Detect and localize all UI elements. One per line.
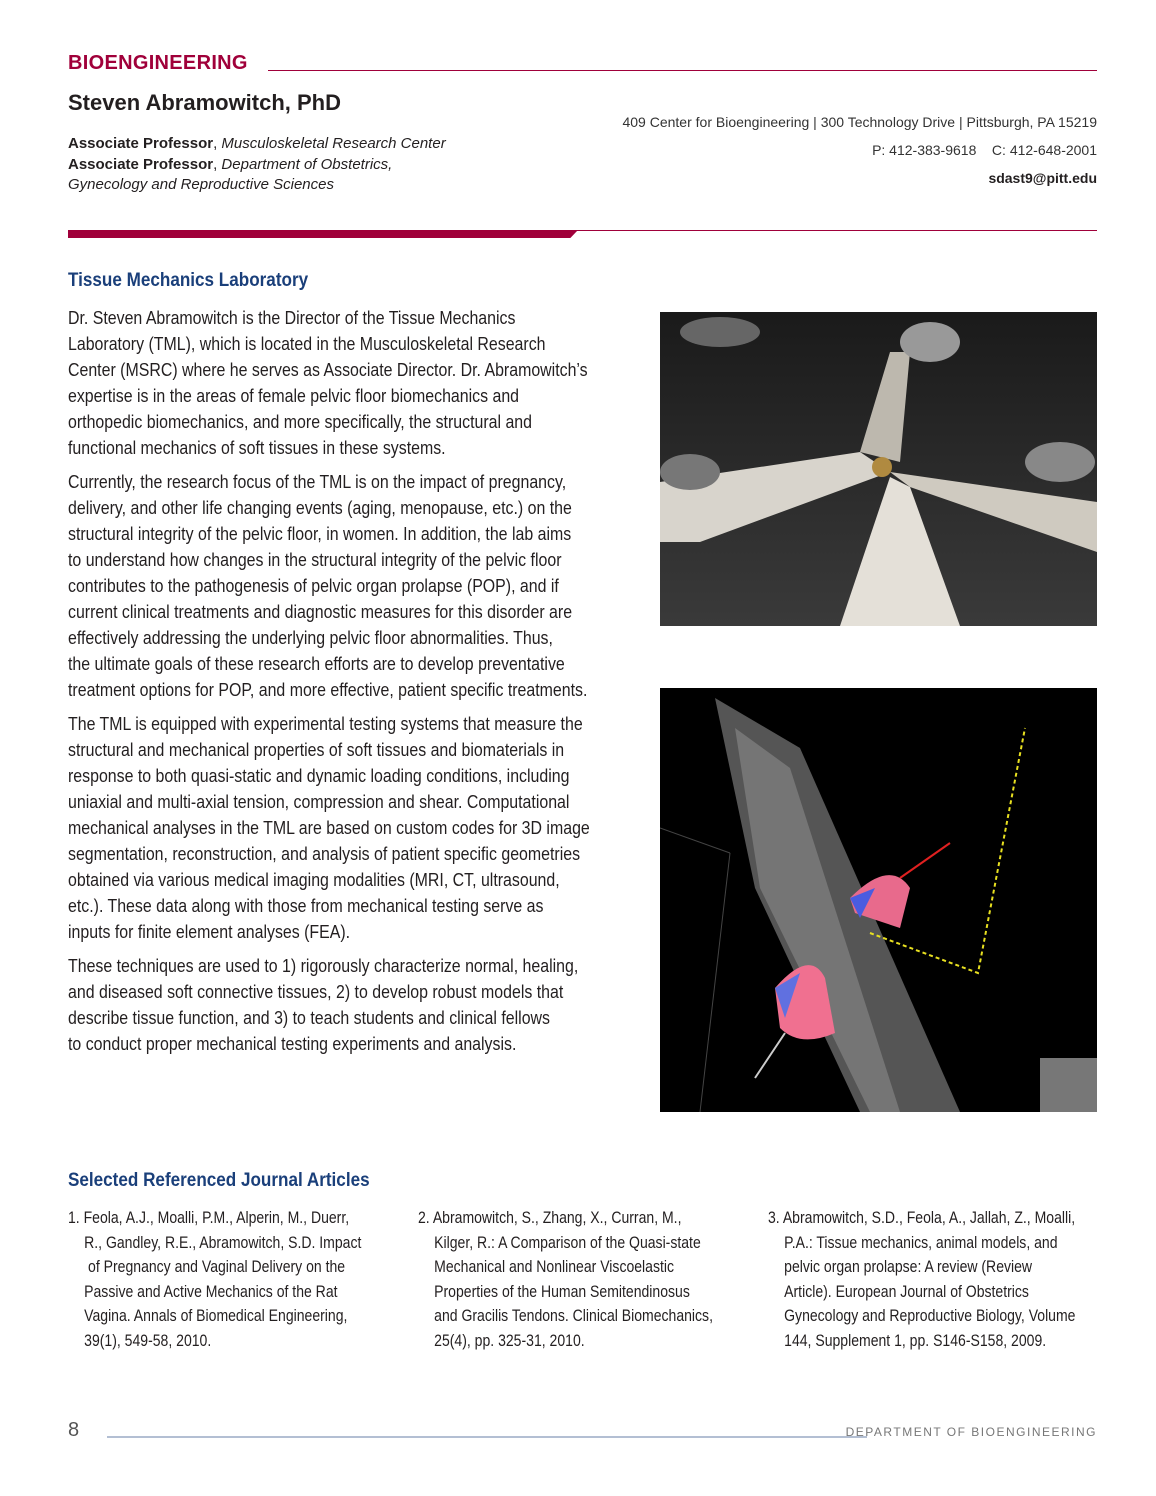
title-role: Associate Professor [68, 155, 214, 173]
lab-paragraph [68, 469, 628, 703]
testing-rig-image [660, 312, 1097, 626]
reference-line: Properties of the Human Semitendinosus [434, 1282, 690, 1301]
faculty-titles: Associate Professor, Musculoskeletal Research Center Associate Professor, Department of Obstetrics, Gynecology and Reproductive Sciences [68, 135, 446, 193]
reference-line: 144, Supplement 1, pp. S146-S158, 2009. [784, 1331, 1047, 1350]
contact-info [622, 108, 1097, 192]
text-line: These techniques are used to 1) rigorously characterize normal, healing, [68, 955, 579, 976]
reference-line: 39(1), 549-58, 2010. [84, 1331, 212, 1350]
email-link[interactable]: sdast9@pitt.edu [988, 170, 1097, 186]
title-affiliation: Department of Obstetrics, [221, 155, 393, 173]
address: 409 Center for Bioengineering | 300 Technology Drive | Pittsburgh, PA 15219 [622, 114, 1097, 130]
text-line: current clinical treatments and diagnostic measures for this disorder are [68, 601, 573, 622]
text-line: functional mechanics of soft tissues in these systems. [68, 437, 446, 458]
text-line: structural and mechanical properties of soft tissues and biomaterials in [68, 739, 565, 760]
mri-3d-reconstruction [660, 688, 1097, 1112]
text-line: to understand how changes in the structural integrity of the pelvic floor [68, 549, 562, 570]
text-line: the ultimate goals of these research efforts are to develop preventative [68, 653, 565, 674]
reference-line: Article). European Journal of Obstetrics [784, 1282, 1029, 1301]
text-line: The TML is equipped with experimental testing systems that measure the [68, 713, 583, 734]
text-line: expertise is in the areas of female pelvic floor biomechanics and [68, 385, 520, 406]
article-reference [68, 1206, 388, 1354]
text-line: uniaxial and multi-axial tension, compression and shear. Computational [68, 791, 570, 812]
reference-line: 2. Abramowitch, S., Zhang, X., Curran, M., [418, 1209, 682, 1227]
title-affiliation-cont: Gynecology and Reproductive Sciences [68, 176, 334, 193]
text-line: Center (MSRC) where he serves as Associate Director. Dr. Abramowitch’s [68, 359, 588, 380]
text-line: treatment options for POP, and more effective, patient specific treatments. [68, 679, 588, 700]
phone-numbers: P: 412-383-9618 C: 412-648-2001 [872, 142, 1097, 158]
reference-line: 3. Abramowitch, S.D., Feola, A., Jallah, Z., Moalli, [768, 1209, 1076, 1227]
title-affiliation: Musculoskeletal Research Center [221, 135, 446, 152]
reference-line: 1. Feola, A.J., Moalli, P.M., Alperin, M., Duerr, [68, 1209, 350, 1227]
text-line: and diseased soft connective tissues, 2) to develop robust models that [68, 981, 564, 1002]
reference-line: of Pregnancy and Vaginal Delivery on the [84, 1258, 346, 1277]
text-line: Currently, the research focus of the TML is on the impact of pregnancy, [68, 471, 567, 492]
footer-department-label: DEPARTMENT OF BIOENGINEERING [845, 1425, 1097, 1439]
text-line: mechanical analyses in the TML are based on custom codes for 3D image [68, 817, 590, 838]
reference-line: 25(4), pp. 325-31, 2010. [434, 1331, 585, 1350]
article-reference [418, 1206, 738, 1354]
text-line: to conduct proper mechanical testing experiments and analysis. [68, 1033, 517, 1054]
reference-line: Kilger, R.: A Comparison of the Quasi-state [434, 1233, 701, 1252]
divider-thick [68, 230, 578, 238]
lab-equipment-photo [660, 312, 1097, 626]
text-line: inputs for finite element analyses (FEA). [68, 921, 351, 942]
text-line: segmentation, reconstruction, and analysis of patient specific geometries [68, 843, 581, 864]
footer-rule [107, 1436, 867, 1438]
text-line: orthopedic biomechanics, and more specifically, the structural and [68, 411, 532, 432]
lab-paragraph [68, 953, 628, 1057]
articles-heading: Selected Referenced Journal Articles [68, 1170, 370, 1191]
text-line: effectively addressing the underlying pelvic floor abnormalities. Thus, [68, 627, 553, 648]
pelvic-model-image [660, 688, 1097, 1112]
department-label: BIOENGINEERING [68, 52, 248, 74]
text-line: obtained via various medical imaging modalities (MRI, CT, ultrasound, [68, 869, 560, 890]
reference-line: Gynecology and Reproductive Biology, Volume [784, 1307, 1076, 1326]
reference-line: R., Gandley, R.E., Abramowitch, S.D. Impact [84, 1233, 362, 1252]
header-rule [268, 70, 1097, 71]
text-line: response to both quasi-static and dynamic loading conditions, including [68, 765, 570, 786]
lab-paragraph [68, 305, 628, 461]
reference-line: and Gracilis Tendons. Clinical Biomechanics, [434, 1307, 713, 1326]
lab-paragraph [68, 711, 628, 945]
faculty-name: Steven Abramowitch, PhD [68, 90, 342, 115]
text-line: describe tissue function, and 3) to teach students and clinical fellows [68, 1007, 551, 1028]
article-reference [768, 1206, 1098, 1354]
reference-line: Vagina. Annals of Biomedical Engineering, [84, 1307, 348, 1326]
reference-line: pelvic organ prolapse: A review (Review [784, 1258, 1033, 1277]
reference-line: Passive and Active Mechanics of the Rat [84, 1282, 338, 1301]
text-line: Dr. Steven Abramowitch is the Director of the Tissue Mechanics [68, 307, 516, 328]
page-number: 8 [68, 1419, 80, 1441]
reference-line: Mechanical and Nonlinear Viscoelastic [434, 1258, 675, 1277]
text-line: contributes to the pathogenesis of pelvic organ prolapse (POP), and if [68, 575, 559, 596]
lab-heading: Tissue Mechanics Laboratory [68, 270, 309, 291]
text-line: Laboratory (TML), which is located in the Musculoskeletal Research [68, 333, 546, 354]
reference-line: P.A.: Tissue mechanics, animal models, and [784, 1233, 1058, 1252]
lab-description [68, 305, 628, 1065]
text-line: etc.). These data along with those from mechanical testing serve as [68, 895, 544, 916]
text-line: structural integrity of the pelvic floor, in women. In addition, the lab aims [68, 523, 572, 544]
text-line: delivery, and other life changing events (aging, menopause, etc.) on the [68, 497, 572, 518]
title-role: Associate Professor [68, 135, 214, 152]
